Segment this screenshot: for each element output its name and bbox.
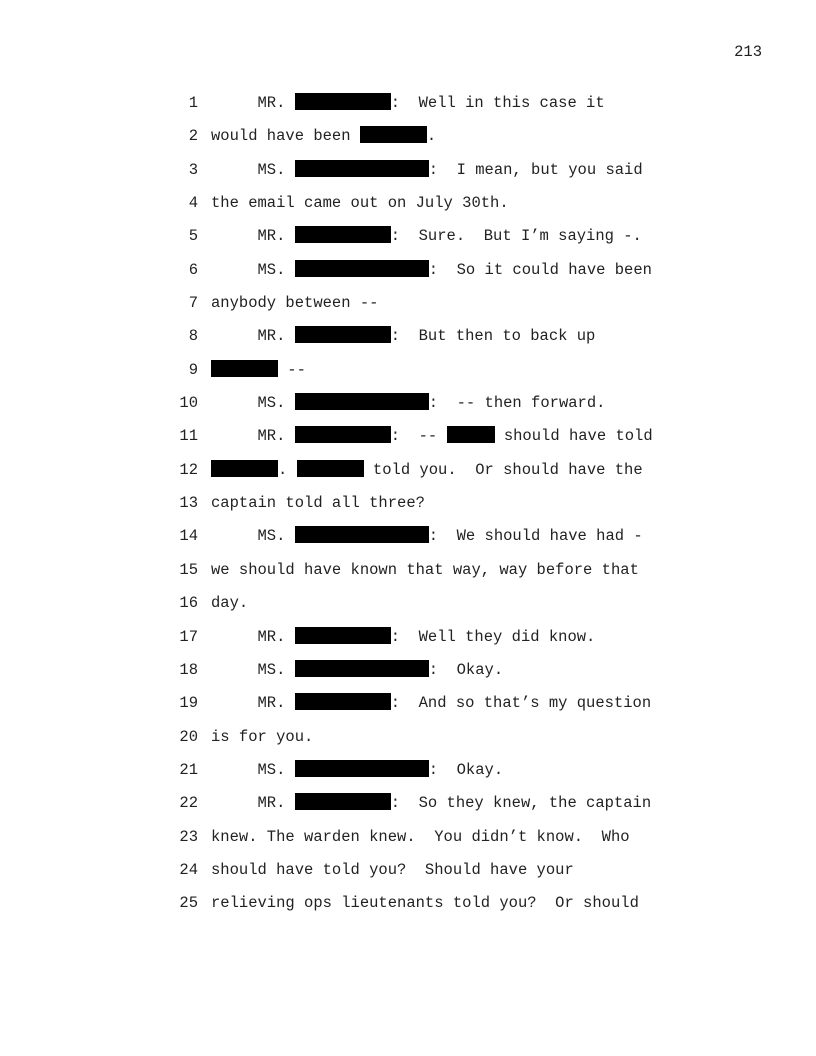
- redaction-block: [295, 760, 429, 777]
- transcript-line: [170, 87, 690, 120]
- transcript-line: [170, 387, 690, 420]
- page-number: 213: [734, 43, 762, 61]
- line-text: relieving ops lieutenants told you? Or should: [211, 894, 639, 913]
- transcript-line: [170, 354, 690, 387]
- line-number: 10: [179, 394, 198, 413]
- transcript-line: [170, 554, 690, 587]
- line-text: : --: [390, 427, 447, 446]
- line-text: MS.: [211, 527, 295, 546]
- transcript-line: [170, 721, 690, 754]
- redaction-block: [211, 360, 278, 377]
- line-text: told you. Or should have the: [363, 460, 643, 479]
- transcript-line: [170, 687, 690, 720]
- line-text: : So they knew, the captain: [390, 794, 652, 813]
- line-text: MR.: [211, 327, 295, 346]
- line-number: 15: [179, 560, 198, 579]
- line-number: 9: [188, 360, 198, 379]
- transcript-line: [170, 787, 690, 820]
- transcript-line: [170, 254, 690, 287]
- line-text: .: [278, 460, 297, 479]
- transcript-line: [170, 187, 690, 220]
- transcript-line: [170, 487, 690, 520]
- transcript-line: [170, 287, 690, 320]
- transcript-line: [170, 654, 690, 687]
- redaction-block: [295, 693, 391, 710]
- line-text: should have told you? Should have your: [211, 860, 574, 879]
- transcript-line: [170, 320, 690, 353]
- line-number: 20: [179, 727, 198, 746]
- redaction-block: [297, 460, 364, 477]
- line-text: : And so that’s my question: [390, 694, 652, 713]
- line-number: 21: [179, 760, 198, 779]
- line-text: captain told all three?: [211, 494, 425, 513]
- line-text: should have told: [494, 427, 653, 446]
- line-text: : I mean, but you said: [428, 160, 643, 179]
- line-text: we should have known that way, way before that: [211, 560, 639, 579]
- line-text: day.: [211, 594, 249, 613]
- redaction-block: [295, 93, 391, 110]
- redaction-block: [295, 160, 429, 177]
- line-text: : Well they did know.: [390, 627, 596, 646]
- line-text: : Sure. But I’m saying -.: [390, 227, 642, 246]
- line-text: MS.: [211, 160, 295, 179]
- redaction-block: [295, 326, 391, 343]
- line-text: .: [426, 127, 437, 146]
- transcript-line: [170, 621, 690, 654]
- line-number: 18: [179, 660, 198, 679]
- line-text: MR.: [211, 627, 295, 646]
- line-text: MR.: [211, 94, 295, 112]
- line-number: 16: [179, 594, 198, 613]
- line-text: would have been: [211, 127, 360, 146]
- line-text: : Okay.: [428, 660, 504, 679]
- redaction-block: [295, 426, 391, 443]
- line-number: 5: [188, 227, 198, 246]
- line-text: : Okay.: [428, 760, 504, 779]
- line-text: : We should have had -: [428, 527, 643, 546]
- line-text: knew. The warden knew. You didn’t know. Who: [211, 827, 630, 846]
- line-number: 23: [179, 827, 198, 846]
- line-text: : -- then forward.: [428, 394, 606, 413]
- line-text: : But then to back up: [390, 327, 596, 346]
- line-number: 4: [188, 194, 198, 213]
- line-text: MS.: [211, 660, 295, 679]
- line-number: 8: [188, 327, 198, 346]
- line-number: 22: [179, 794, 198, 813]
- transcript-line: [170, 520, 690, 553]
- line-number: 13: [179, 494, 198, 513]
- redaction-block: [295, 526, 429, 543]
- redaction-block: [295, 627, 391, 644]
- line-number: 14: [179, 527, 198, 546]
- transcript-line: [170, 154, 690, 187]
- line-text: anybody between --: [211, 294, 379, 313]
- line-number: 12: [179, 460, 198, 479]
- line-text: is for you.: [211, 727, 314, 746]
- line-text: MS.: [211, 760, 295, 779]
- line-text: MR.: [211, 427, 295, 446]
- transcript-line: [170, 120, 690, 153]
- line-text: MR.: [211, 794, 295, 813]
- transcript-line: [170, 887, 690, 920]
- transcript-line: [170, 420, 690, 453]
- redaction-block: [295, 260, 429, 277]
- line-text: --: [278, 360, 306, 379]
- line-text: the email came out on July 30th.: [211, 194, 509, 213]
- redaction-block: [211, 460, 278, 477]
- line-number: 1: [188, 94, 198, 112]
- transcript-line: [170, 220, 690, 253]
- transcript-line: [170, 754, 690, 787]
- redaction-block: [295, 226, 391, 243]
- line-number: 19: [179, 694, 198, 713]
- line-number: 7: [188, 294, 198, 313]
- line-text: MS.: [211, 260, 295, 279]
- line-text: MR.: [211, 694, 295, 713]
- line-text: : So it could have been: [428, 260, 652, 279]
- redaction-block: [295, 660, 429, 677]
- redaction-block: [295, 393, 429, 410]
- redaction-block: [295, 793, 391, 810]
- redaction-block: [360, 126, 427, 143]
- transcript-body: [170, 87, 690, 921]
- line-number: 2: [188, 127, 198, 146]
- line-number: 11: [179, 427, 198, 446]
- transcript-line: [170, 587, 690, 620]
- line-number: 3: [188, 160, 198, 179]
- line-number: 6: [188, 260, 198, 279]
- line-text: MS.: [211, 394, 295, 413]
- line-number: 24: [179, 860, 198, 879]
- line-text: MR.: [211, 227, 295, 246]
- line-text: : Well in this case it: [390, 94, 605, 112]
- line-number: 25: [179, 894, 198, 913]
- transcript-line: [170, 454, 690, 487]
- line-number: 17: [179, 627, 198, 646]
- redaction-block: [447, 426, 495, 443]
- transcript-line: [170, 854, 690, 887]
- transcript-line: [170, 821, 690, 854]
